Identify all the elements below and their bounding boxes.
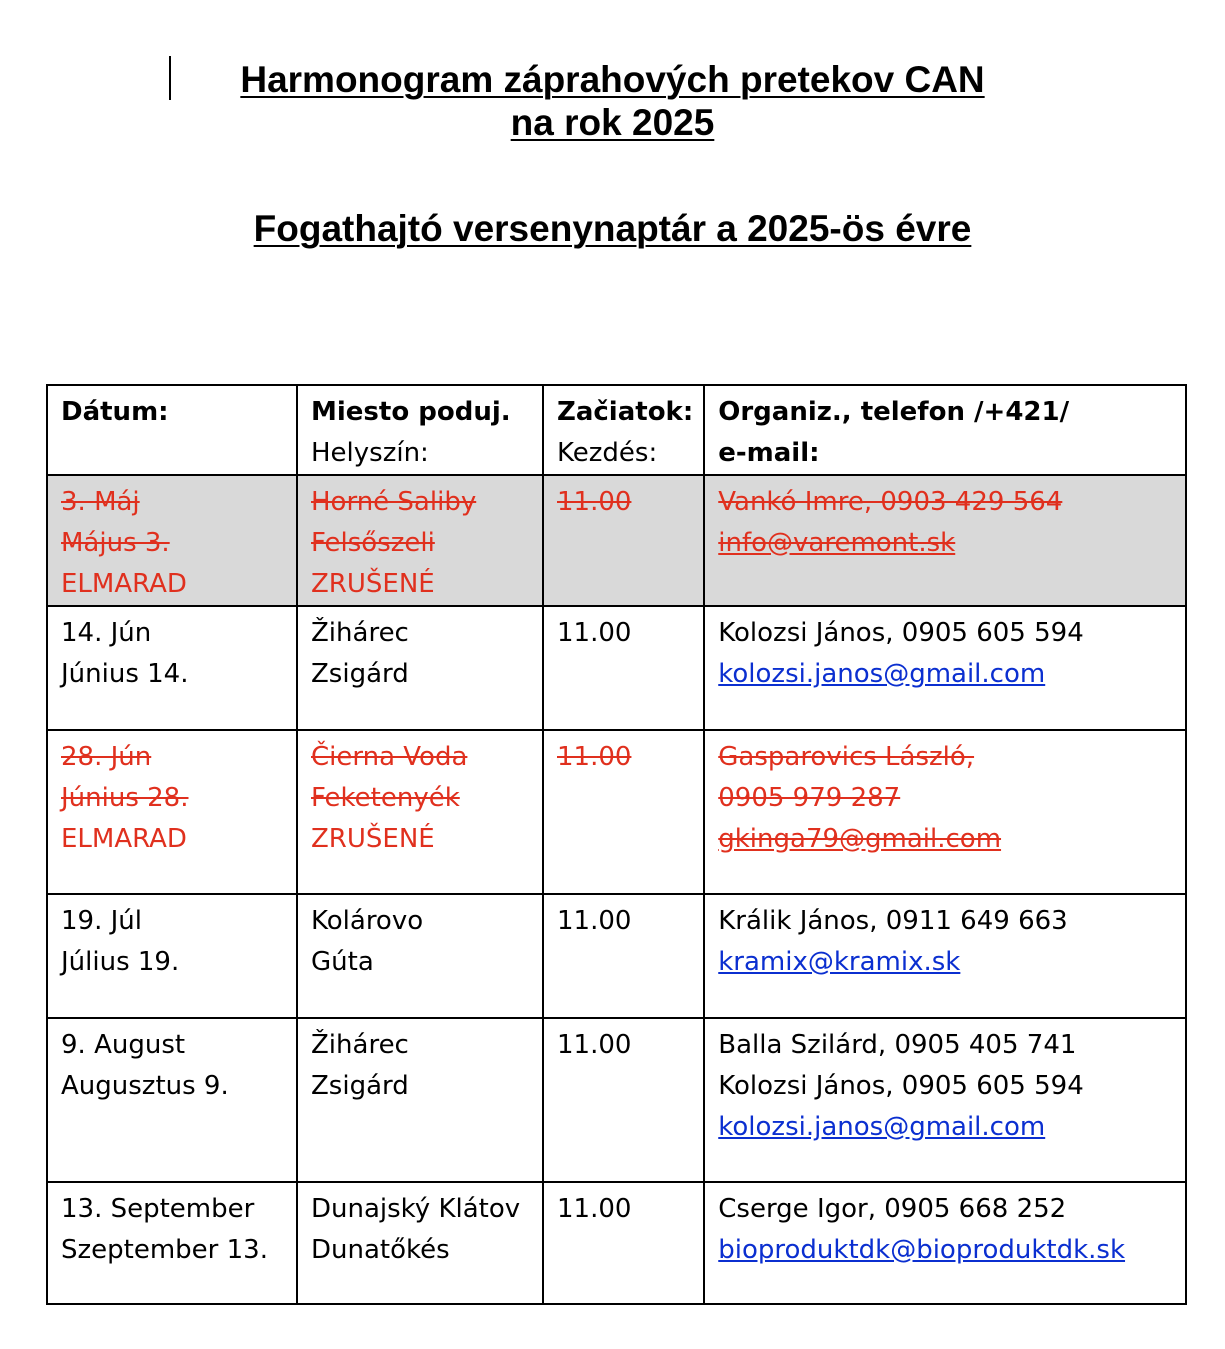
date-hu: Július 19. [61, 947, 180, 977]
table-row [47, 730, 1186, 894]
table-row [47, 894, 1186, 1018]
date-sk: 13. September [61, 1194, 255, 1224]
place-sk: Dunajský Klátov [311, 1194, 521, 1224]
date-hu: Augusztus 9. [61, 1071, 229, 1101]
title-line-1: Harmonogram záprahových pretekov CAN [240, 59, 985, 100]
organizer-contact: Kolozsi János, 0905 605 594 [718, 618, 1084, 648]
place-cell [297, 606, 543, 730]
email-link[interactable]: info@varemont.sk [718, 528, 956, 558]
table-row [47, 1018, 1186, 1182]
subtitle-text: Fogathajtó versenynaptár a 2025-ös évre [253, 208, 972, 249]
organizer-contact: Cserge Igor, 0905 668 252 [718, 1194, 1067, 1224]
organizer-contact: Králik János, 0911 649 663 [718, 906, 1068, 936]
start-cell [543, 730, 704, 894]
date-sk: 19. Júl [61, 906, 142, 936]
place-cell [297, 475, 543, 606]
place-sk: Horné Saliby [311, 487, 477, 517]
date-hu: Június 14. [61, 659, 189, 689]
place-cell [297, 1018, 543, 1182]
place-hu: Zsigárd [311, 1071, 409, 1101]
organizer-cell [704, 475, 1186, 606]
place-cell [297, 1182, 543, 1304]
place-sk: Žihárec [311, 1030, 409, 1060]
organizer-contact: Vankó Imre, 0903 429 564 [718, 487, 1063, 517]
email-link[interactable]: kolozsi.janos@gmail.com [718, 1112, 1046, 1142]
start-time: 11.00 [557, 487, 632, 517]
date-cell [47, 894, 297, 1018]
organizer-contact: Balla Szilárd, 0905 405 741 [718, 1030, 1077, 1060]
date-cell [47, 606, 297, 730]
start-time: 11.00 [557, 906, 632, 936]
header-start-label: Začiatok: [557, 397, 694, 427]
date-hu: Május 3. [61, 528, 170, 558]
date-cell [47, 1018, 297, 1182]
date-hu: Június 28. [61, 783, 189, 813]
header-organizer [704, 385, 1186, 475]
organizer-phone: 0905 979 287 [718, 783, 901, 813]
email-link[interactable]: bioproduktdk@bioproduktdk.sk [718, 1235, 1126, 1265]
header-date-label: Dátum: [61, 397, 169, 427]
start-cell [543, 1018, 704, 1182]
start-cell [543, 1182, 704, 1304]
table-row [47, 1182, 1186, 1304]
date-cell [47, 1182, 297, 1304]
organizer-cell [704, 730, 1186, 894]
start-time: 11.00 [557, 742, 632, 772]
header-organizer-label: Organiz., telefon /+421/ [718, 397, 1070, 427]
header-email-label: e-mail: [718, 438, 820, 468]
table-row [47, 606, 1186, 730]
email-link[interactable]: gkinga79@gmail.com [718, 824, 1002, 854]
cancelled-status: ELMARAD [61, 569, 187, 599]
header-place-label-hu: Helyszín: [311, 438, 429, 468]
document-title [0, 58, 1225, 144]
place-cell [297, 730, 543, 894]
date-sk: 9. August [61, 1030, 186, 1060]
header-start [543, 385, 704, 475]
organizer-cell [704, 1182, 1186, 1304]
place-cell [297, 894, 543, 1018]
header-place [297, 385, 543, 475]
date-sk: 28. Jún [61, 742, 152, 772]
date-hu: Szeptember 13. [61, 1235, 268, 1265]
date-cell [47, 475, 297, 606]
start-time: 11.00 [557, 618, 632, 648]
start-cell [543, 475, 704, 606]
organizer-cell [704, 606, 1186, 730]
cancelled-status: ZRUŠENÉ [311, 569, 435, 599]
place-hu: Dunatőkés [311, 1235, 450, 1265]
place-sk: Kolárovo [311, 906, 424, 936]
header-place-label: Miesto poduj. [311, 397, 511, 427]
organizer-cell [704, 894, 1186, 1018]
start-time: 11.00 [557, 1030, 632, 1060]
place-sk: Žihárec [311, 618, 409, 648]
place-hu: Felsőszeli [311, 528, 435, 558]
organizer-contact-2: Kolozsi János, 0905 605 594 [718, 1071, 1084, 1101]
document-subtitle [0, 207, 1225, 250]
schedule-table [46, 384, 1187, 1305]
place-sk: Čierna Voda [311, 742, 468, 772]
email-link[interactable]: kramix@kramix.sk [718, 947, 961, 977]
cancelled-status: ELMARAD [61, 824, 187, 854]
date-sk: 3. Máj [61, 487, 140, 517]
table-row [47, 475, 1186, 606]
date-cell [47, 730, 297, 894]
start-cell [543, 606, 704, 730]
header-date [47, 385, 297, 475]
title-line-2: na rok 2025 [510, 102, 715, 143]
place-hu: Zsigárd [311, 659, 409, 689]
place-hu: Feketenyék [311, 783, 460, 813]
cancelled-status: ZRUŠENÉ [311, 824, 435, 854]
place-hu: Gúta [311, 947, 374, 977]
start-time: 11.00 [557, 1194, 632, 1224]
organizer-cell [704, 1018, 1186, 1182]
email-link[interactable]: kolozsi.janos@gmail.com [718, 659, 1046, 689]
start-cell [543, 894, 704, 1018]
header-start-label-hu: Kezdés: [557, 438, 658, 468]
date-sk: 14. Jún [61, 618, 152, 648]
organizer-name: Gasparovics László, [718, 742, 975, 772]
table-header-row [47, 385, 1186, 475]
